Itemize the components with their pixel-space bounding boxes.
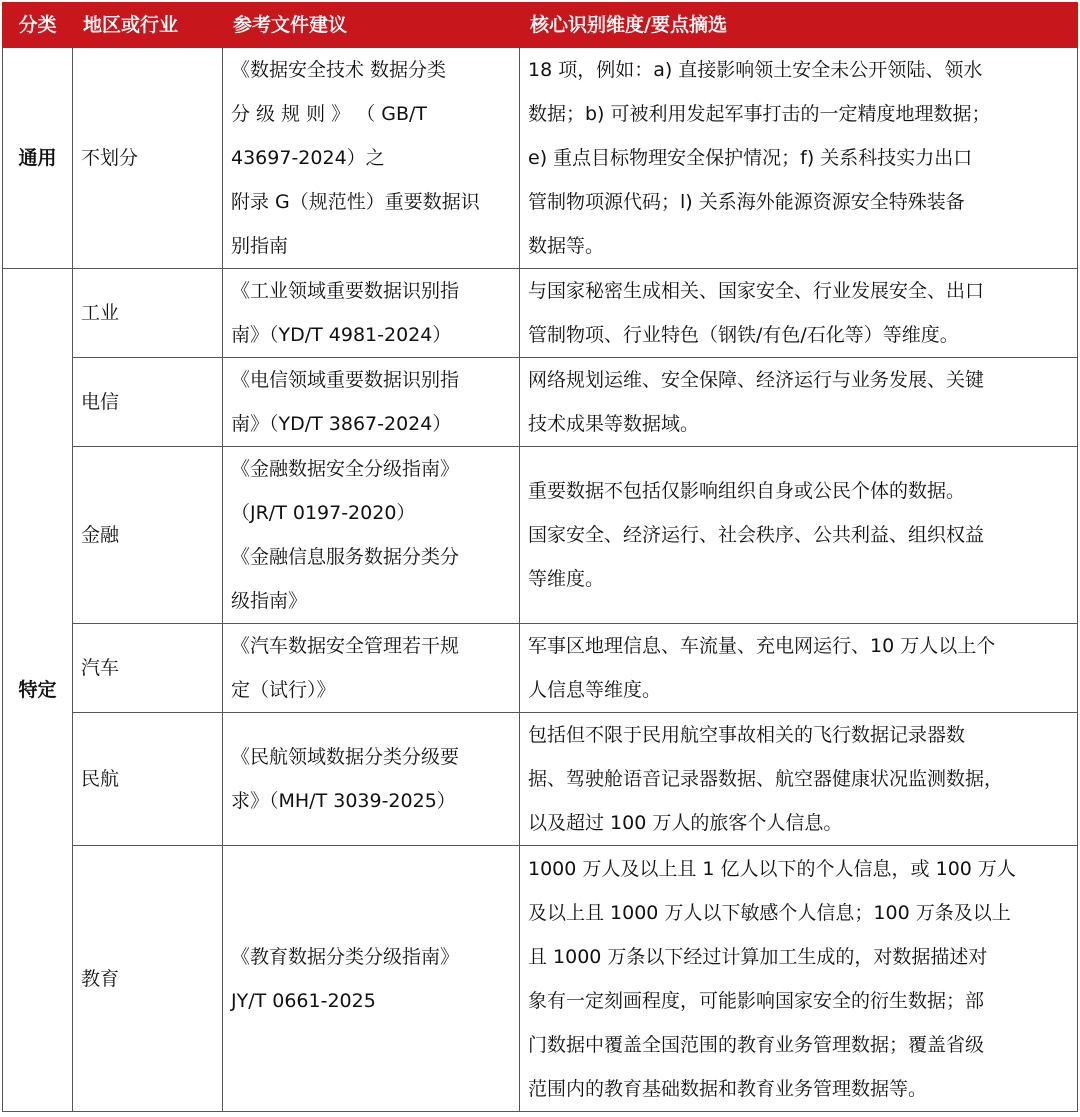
point-line: 军事区地理信息、车流量、充电网运行、10 万人以上个 xyxy=(528,635,996,657)
doc-line: 43697-2024）之 xyxy=(231,147,385,169)
reference-doc-cell xyxy=(223,48,520,269)
table-row-industry xyxy=(3,269,1078,358)
point-line: 及以上且 1000 万人以下敏感个人信息；100 万条及以上 xyxy=(528,901,1011,924)
doc-line: 《民航领域数据分类分级要 xyxy=(231,746,460,768)
table-row-automotive xyxy=(3,624,1078,713)
doc-line: 级指南》 xyxy=(231,590,308,612)
reference-doc-cell xyxy=(223,447,520,624)
reference-doc-cell xyxy=(223,269,520,358)
table-row-telecom xyxy=(3,358,1078,447)
key-points-cell xyxy=(520,358,1078,447)
category-general: 通用 xyxy=(3,48,73,269)
header-row xyxy=(3,3,1078,48)
doc-line: 南》（YD/T 4981-2024） xyxy=(231,324,452,346)
table-row-education xyxy=(3,846,1078,1112)
point-line: 与国家秘密生成相关、国家安全、行业发展安全、出口 xyxy=(528,280,985,302)
point-line: 技术成果等数据域。 xyxy=(528,413,700,435)
category-specific: 特定 xyxy=(3,269,73,1112)
region-cell: 教育 xyxy=(73,846,223,1112)
table-row-general xyxy=(3,48,1078,269)
key-points-cell xyxy=(520,624,1078,713)
point-line: e) 重点目标物理安全保护情况；f) 关系科技实力出口 xyxy=(528,147,973,169)
table-row-civil-aviation xyxy=(3,713,1078,846)
point-line: 包括但不限于民用航空事故相关的飞行数据记录器数 xyxy=(528,724,966,746)
region-cell: 电信 xyxy=(73,358,223,447)
table-row-finance xyxy=(3,447,1078,624)
point-line: 管制物项源代码；l) 关系海外能源资源安全特殊装备 xyxy=(528,191,965,213)
header-reference-doc: 参考文件建议 xyxy=(223,3,520,48)
doc-line: 附录 G（规范性）重要数据识 xyxy=(231,191,480,213)
doc-line: JY/T 0661-2025 xyxy=(231,989,376,1012)
point-line: 国家安全、经济运行、社会秩序、公共利益、组织权益 xyxy=(528,524,985,546)
doc-line: 别指南 xyxy=(231,235,289,257)
point-line: 且 1000 万条以下经过计算加工生成的，对数据描述对 xyxy=(528,945,988,968)
point-line: 数据等。 xyxy=(528,235,605,257)
doc-line: 《数据安全技术 数据分类 xyxy=(231,59,447,81)
key-points-cell xyxy=(520,48,1078,269)
doc-line: 《电信领域重要数据识别指 xyxy=(231,369,460,391)
point-line: 据、驾驶舱语音记录器数据、航空器健康状况监测数据， xyxy=(528,768,1004,790)
point-line: 18 项，例如：a) 直接影响领土安全未公开领陆、领水 xyxy=(528,59,983,81)
key-points-cell xyxy=(520,447,1078,624)
region-cell: 汽车 xyxy=(73,624,223,713)
header-category: 分类 xyxy=(3,3,73,48)
doc-line: 《金融信息服务数据分类分 xyxy=(231,546,460,568)
point-line: 门数据中覆盖全国范围的教育业务管理数据；覆盖省级 xyxy=(528,1033,985,1056)
doc-line: 《汽车数据安全管理若干规 xyxy=(231,635,460,657)
key-points-cell xyxy=(520,269,1078,358)
point-line: 网络规划运维、安全保障、经济运行与业务发展、关键 xyxy=(528,369,985,391)
point-line: 1000 万人及以上且 1 亿人以下的个人信息，或 100 万人 xyxy=(528,857,1016,880)
region-cell: 工业 xyxy=(73,269,223,358)
key-points-cell xyxy=(520,713,1078,846)
doc-line: 《工业领域重要数据识别指 xyxy=(231,280,460,302)
point-line: 管制物项、行业特色（钢铁/有色/石化等）等维度。 xyxy=(528,324,959,346)
header-key-points: 核心识别维度/要点摘选 xyxy=(520,3,1078,48)
region-cell: 民航 xyxy=(73,713,223,846)
doc-line: 《金融数据安全分级指南》 xyxy=(231,458,460,480)
point-line: 数据；b) 可被利用发起军事打击的一定精度地理数据； xyxy=(528,103,991,125)
key-points-cell xyxy=(520,846,1078,1112)
point-line: 重要数据不包括仅影响组织自身或公民个体的数据。 xyxy=(528,480,966,502)
identification-guide-table xyxy=(2,2,1078,1112)
point-line: 以及超过 100 万人的旅客个人信息。 xyxy=(528,812,843,834)
region-cell: 金融 xyxy=(73,447,223,624)
header-region: 地区或行业 xyxy=(73,3,223,48)
point-line: 等维度。 xyxy=(528,568,605,590)
doc-line: （JR/T 0197-2020） xyxy=(231,502,416,524)
region-cell: 不划分 xyxy=(73,48,223,269)
doc-line: 《教育数据分类分级指南》 xyxy=(231,945,460,968)
reference-doc-cell xyxy=(223,358,520,447)
point-line: 人信息等维度。 xyxy=(528,679,662,701)
reference-doc-cell xyxy=(223,713,520,846)
reference-doc-cell xyxy=(223,624,520,713)
doc-line: 求》（MH/T 3039-2025） xyxy=(231,790,456,812)
doc-line: 南》（YD/T 3867-2024） xyxy=(231,413,452,435)
point-line: 范围内的教育基础数据和教育业务管理数据等。 xyxy=(528,1077,928,1100)
doc-line: 定（试行）》 xyxy=(231,679,336,701)
doc-line: 分 级 规 则 》 （ GB/T xyxy=(231,103,428,125)
point-line: 象有一定刻画程度，可能影响国家安全的衍生数据；部 xyxy=(528,989,985,1012)
reference-doc-cell xyxy=(223,846,520,1112)
